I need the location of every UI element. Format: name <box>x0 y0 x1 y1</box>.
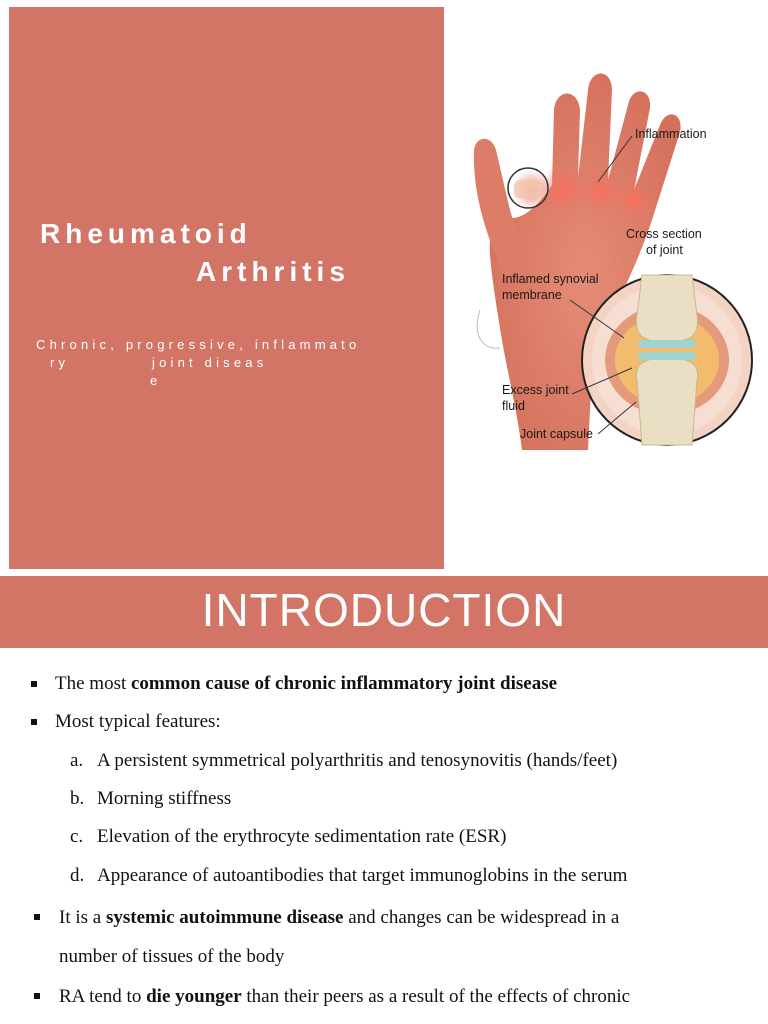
bullet-4-bold: die younger <box>146 986 242 1007</box>
bullet-3 <box>59 907 619 929</box>
thumb-shape <box>474 139 530 280</box>
label-cross-section-1: Cross section <box>626 227 702 241</box>
label-synovial-2: membrane <box>502 288 562 302</box>
label-inflammation: Inflammation <box>635 127 707 141</box>
bullet-marker <box>34 914 40 920</box>
bullet-4 <box>59 986 630 1008</box>
feature-letter: a. <box>70 750 84 771</box>
subtitle-line-1: Chronic, progressive, inflammato <box>36 337 361 352</box>
title-line-1: Rheumatoid <box>40 218 252 249</box>
label-synovial-1: Inflamed synovial <box>502 272 599 286</box>
bullet-4-plain-b: than their peers as a result of the effects of chronic <box>241 986 631 1007</box>
title-line-2: Arthritis <box>196 256 350 287</box>
feature-text: Elevation of the erythrocyte sedimentation rate (ESR) <box>97 826 507 847</box>
lower-bone <box>636 358 697 445</box>
feature-letter: c. <box>70 826 84 847</box>
title-panel <box>9 7 444 569</box>
bullet-4-plain-a: RA tend to <box>59 986 147 1007</box>
bullet-marker <box>31 681 37 687</box>
bullet-1-plain: The most <box>55 673 131 694</box>
subtitle-line-2b: joint diseas <box>152 355 268 370</box>
feature-text: Morning stiffness <box>97 788 232 809</box>
bullet-marker <box>34 993 40 999</box>
label-fluid-2: fluid <box>502 399 525 413</box>
label-cross-section-2: of joint <box>646 243 683 257</box>
bullet-3-plain-a: It is a <box>59 907 106 928</box>
bullet-3-line-2: number of tissues of the body <box>59 946 285 967</box>
feature-letter: b. <box>70 788 85 809</box>
bullet-2: Most typical features: <box>55 711 221 732</box>
bullet-3-bold: systemic autoimmune disease <box>105 907 344 928</box>
feature-text: Appearance of autoantibodies that target immunoglobins in the serum <box>97 865 628 886</box>
subtitle-line-3: e <box>150 373 162 388</box>
intro-heading: INTRODUCTION <box>201 584 567 636</box>
bullet-marker <box>31 719 37 725</box>
bullet-3-plain-b: and changes can be widespread in a <box>343 907 620 928</box>
bullet-1 <box>55 673 557 695</box>
label-fluid-1: Excess joint <box>502 383 569 397</box>
bullet-1-bold: common cause of chronic inflammatory joint disease <box>131 673 558 694</box>
subtitle-line-2a: ry <box>50 355 70 370</box>
upper-bone <box>636 275 697 342</box>
feature-letter: d. <box>70 865 85 886</box>
rheumatoid-hand-illustration <box>452 50 762 460</box>
label-joint-capsule: Joint capsule <box>520 427 593 441</box>
feature-text: A persistent symmetrical polyarthritis and tenosynovitis (hands/feet) <box>97 750 618 771</box>
